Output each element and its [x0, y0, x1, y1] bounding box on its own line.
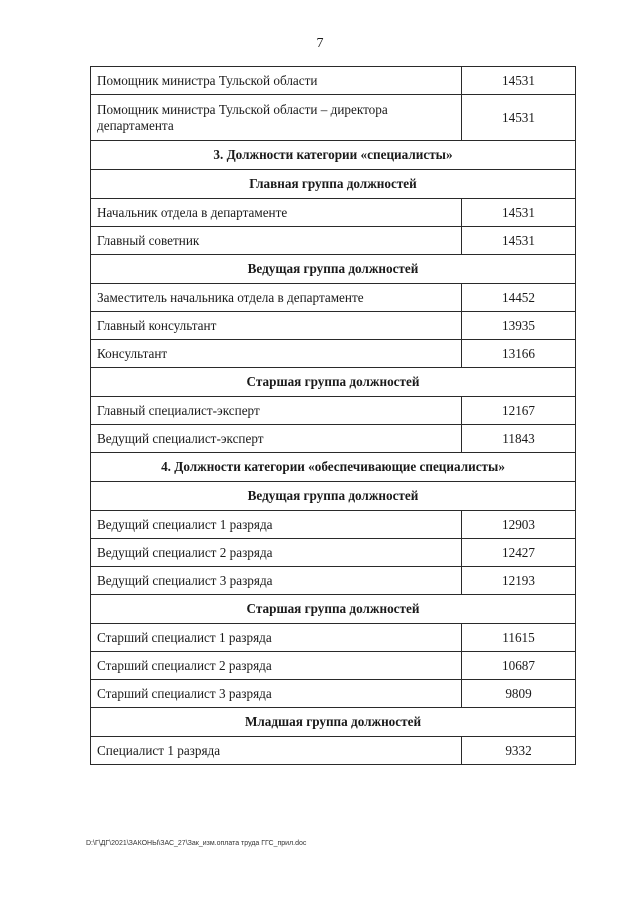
salary-value-cell: 11843 [462, 425, 576, 453]
table-section-header [91, 482, 576, 511]
section-header-text: Ведущая группа должностей [91, 482, 576, 511]
page-number: 7 [316, 36, 324, 51]
section-header-text: Старшая группа должностей [91, 595, 576, 624]
salary-value-cell: 12427 [462, 539, 576, 567]
table-section-header [91, 170, 576, 199]
table-row [91, 227, 576, 255]
salary-value-cell: 13935 [462, 312, 576, 340]
position-title-cell: Помощник министра Тульской области – директора департамента [91, 95, 462, 141]
table-section-header [91, 453, 576, 482]
position-title-cell: Специалист 1 разряда [91, 737, 462, 765]
salary-table [90, 66, 576, 765]
section-header-text: Младшая группа должностей [91, 708, 576, 737]
table-row [91, 567, 576, 595]
table-row [91, 511, 576, 539]
table-row [91, 95, 576, 141]
section-header-text: Ведущая группа должностей [91, 255, 576, 284]
position-title-cell: Старший специалист 1 разряда [91, 624, 462, 652]
salary-value-cell: 13166 [462, 340, 576, 368]
table-row [91, 624, 576, 652]
position-title-cell: Главный консультант [91, 312, 462, 340]
position-title-cell: Начальник отдела в департаменте [91, 199, 462, 227]
salary-value-cell: 14531 [462, 199, 576, 227]
position-title-cell: Ведущий специалист 3 разряда [91, 567, 462, 595]
section-header-text: 4. Должности категории «обеспечивающие специалисты» [91, 453, 576, 482]
salary-value-cell: 10687 [462, 652, 576, 680]
position-title-cell: Старший специалист 2 разряда [91, 652, 462, 680]
salary-value-cell: 12193 [462, 567, 576, 595]
section-header-text: Старшая группа должностей [91, 368, 576, 397]
salary-value-cell: 11615 [462, 624, 576, 652]
salary-value-cell: 9809 [462, 680, 576, 708]
table-row [91, 340, 576, 368]
table-section-header [91, 595, 576, 624]
table-row [91, 539, 576, 567]
table-row [91, 680, 576, 708]
position-title-cell: Главный специалист-эксперт [91, 397, 462, 425]
position-title-cell: Ведущий специалист 1 разряда [91, 511, 462, 539]
position-title-cell: Старший специалист 3 разряда [91, 680, 462, 708]
position-title-cell: Ведущий специалист-эксперт [91, 425, 462, 453]
position-title-cell: Главный советник [91, 227, 462, 255]
salary-value-cell: 14531 [462, 227, 576, 255]
table-row [91, 425, 576, 453]
salary-value-cell: 14452 [462, 284, 576, 312]
table-row [91, 397, 576, 425]
table-row [91, 284, 576, 312]
position-title-cell: Ведущий специалист 2 разряда [91, 539, 462, 567]
section-header-text: Главная группа должностей [91, 170, 576, 199]
salary-value-cell: 12167 [462, 397, 576, 425]
salary-value-cell: 12903 [462, 511, 576, 539]
position-title-cell: Помощник министра Тульской области [91, 67, 462, 95]
salary-value-cell: 14531 [462, 67, 576, 95]
scan-artifacts [40, 882, 610, 888]
table-section-header [91, 255, 576, 284]
salary-table-body [91, 67, 576, 765]
table-row [91, 67, 576, 95]
table-section-header [91, 368, 576, 397]
table-section-header [91, 708, 576, 737]
salary-value-cell: 14531 [462, 95, 576, 141]
position-title-cell: Консультант [91, 340, 462, 368]
table-row [91, 312, 576, 340]
document-file-path: D:\Г\ДГ\2021\ЗАКОНЫ\ЗАС_27\Зак_изм.оплата труда ГГС_прил.doc [86, 840, 307, 847]
table-row [91, 652, 576, 680]
section-header-text: 3. Должности категории «специалисты» [91, 141, 576, 170]
position-title-cell: Заместитель начальника отдела в департаменте [91, 284, 462, 312]
table-section-header [91, 141, 576, 170]
table-row [91, 199, 576, 227]
table-row [91, 737, 576, 765]
salary-value-cell: 9332 [462, 737, 576, 765]
